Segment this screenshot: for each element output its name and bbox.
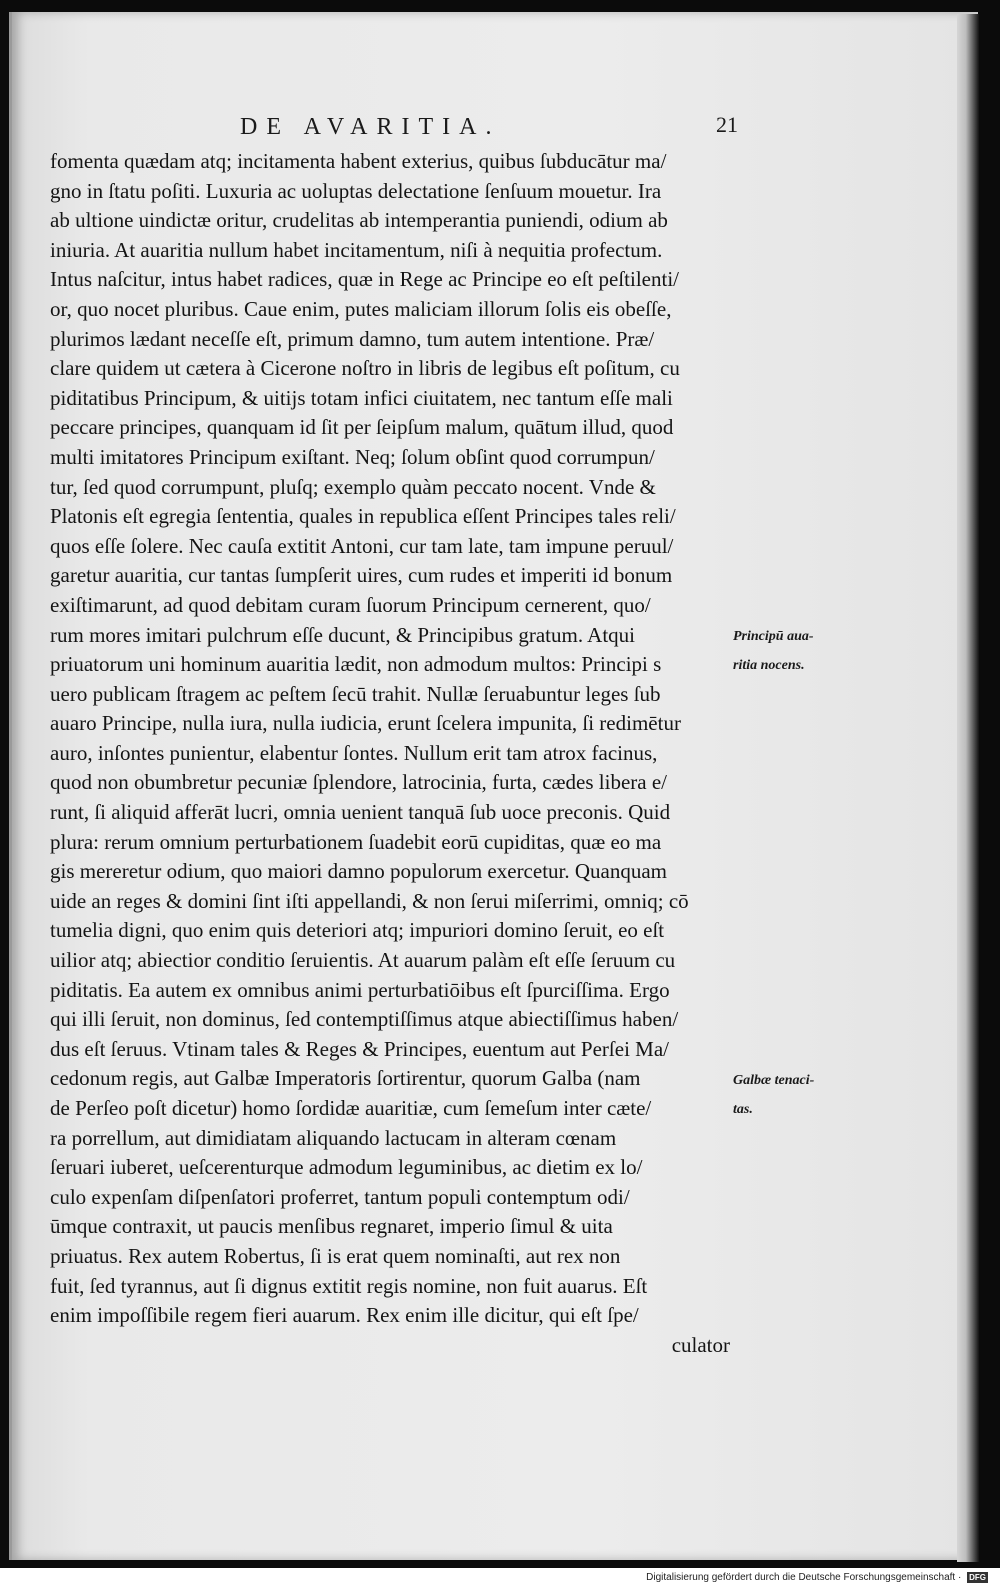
digitization-credit xyxy=(646,1572,988,1583)
text-line: plurimos lædant neceſſe eſt, primum damno, tum autem intentione. Præ/ xyxy=(50,326,655,351)
page-gutter-shadow xyxy=(957,14,979,1562)
text-line: dus eſt ſeruus. Vtinam tales & Reges & Principes, euentum aut Perſei Ma/ xyxy=(50,1036,669,1061)
catchword: culator xyxy=(671,1332,730,1357)
text-line: iniuria. At auaritia nullum habet incitamentum, niſi à nequitia profectum. xyxy=(50,237,663,262)
text-line: exiſtimarunt, ad quod debitam curam ſuorum Principum cernerent, quo/ xyxy=(50,592,651,617)
text-line: uero publicam ſtragem ac peſtem ſecū trahit. Nullæ ſeruabuntur leges ſub xyxy=(50,681,661,706)
marginal-note-line: Principū aua- xyxy=(733,629,814,644)
text-line: ūmque contraxit, ut paucis menſibus regnaret, imperio ſimul & uita xyxy=(50,1214,613,1239)
marginal-note-line: Galbæ tenaci- xyxy=(733,1073,815,1088)
text-line: runt, ſi aliquid afferāt lucri, omnia uenient tanquā ſub uoce preconis. Quid xyxy=(50,800,671,825)
text-line: ab ultione uindictæ oritur, crudelitas ab intemperantia puniendi, odium ab xyxy=(50,208,668,233)
text-line: piditatis. Ea autem ex omnibus animi perturbatiōibus eſt ſpurciſſima. Ergo xyxy=(50,977,670,1002)
marginal-note-line: tas. xyxy=(733,1102,753,1117)
text-line: garetur auaritia, cur tantas ſumpſerit uires, cum rudes et imperiti id bonum xyxy=(50,563,673,588)
text-line: uilior atq; abiectior conditio ſeruientis. At auarum palàm eſt eſſe ſeruum cu xyxy=(50,948,676,973)
text-line: tur, ſed quod corrumpunt, pluſq; exemplo quàm peccato nocent. Vnde & xyxy=(50,474,656,499)
text-line: auro, inſontes punientur, elabentur ſontes. Nullum erit tam atrox facinus, xyxy=(50,740,658,765)
text-line: quod non obumbretur pecuniæ ſplendore, latrocinia, furta, cædes libera e/ xyxy=(50,770,667,795)
text-line: fomenta quædam atq; incitamenta habent exterius, quibus ſubducātur ma/ xyxy=(50,149,667,173)
dfg-logo-icon: DFG xyxy=(969,1573,986,1582)
text-line: gno in ſtatu poſiti. Luxuria ac uoluptas delectatione ſenſuum mouetur. Ira xyxy=(50,178,662,203)
text-line: Intus naſcitur, intus habet radices, quæ in Rege ac Principe eo eſt peſtilenti/ xyxy=(50,267,679,292)
marginal-note xyxy=(733,1066,814,1124)
marginal-note-line: ritia nocens. xyxy=(733,658,805,673)
text-line: ſeruari iuberet, ueſcerenturque admodum leguminibus, ac dietim ex lo/ xyxy=(50,1155,643,1180)
text-line: cedonum regis, aut Galbæ Imperatoris ſortirentur, quorum Galba (nam xyxy=(50,1066,641,1091)
text-line: enim impoſſibile regem fieri auarum. Rex enim ille dicitur, qui eſt ſpe/ xyxy=(50,1303,639,1328)
page-number: 21 xyxy=(716,112,738,137)
text-line: quos eſſe ſolere. Nec cauſa extitit Antoni, cur tam late, tam impune peruul/ xyxy=(50,533,674,558)
text-line: priuatorum uni hominum auaritia lædit, non admodum multos: Principi s xyxy=(50,652,662,677)
text-line: tumelia digni, quo enim quis deteriori atq; impuriori domino ſeruit, eo eſt xyxy=(50,918,665,943)
text-line: or, quo nocet pluribus. Caue enim, putes maliciam illorum ſolis eis obeſſe, xyxy=(50,296,672,321)
text-line: piditatibus Principum, & uitijs totam infici ciuitatem, nec tantum eſſe mali xyxy=(50,385,673,410)
text-line: clare quidem ut cætera à Cicerone noſtro in libris de legibus eſt poſitum, cu xyxy=(50,356,680,381)
text-line: ra porrellum, aut dimidiatam aliquando lactucam in alteram cœnam xyxy=(50,1125,617,1150)
text-line: culo expenſam diſpenſatori proferret, tantum populi contemptum odi/ xyxy=(50,1184,630,1209)
text-line: fuit, ſed tyrannus, aut ſi dignus extitit regis nomine, non fuit auarus. Eſt xyxy=(50,1273,648,1298)
running-title: DE AVARITIA. xyxy=(240,114,501,140)
credit-text: Digitalisierung gefördert durch die Deutsche Forschungsgemeinschaft · xyxy=(646,1572,962,1584)
text-line: peccare principes, quanquam id ſit per ſeipſum malum, quātum illud, quod xyxy=(50,415,674,440)
text-line: gis mereretur odium, quo maiori damno populorum exercetur. Quanquam xyxy=(50,859,668,884)
text-line: multi imitatores Principum exiſtant. Neq; ſolum obſint quod corrumpun/ xyxy=(50,444,655,469)
marginal-note xyxy=(733,622,814,680)
text-line: rum mores imitari pulchrum eſſe ducunt, & Principibus gratum. Atqui xyxy=(50,622,635,647)
text-line: auaro Principe, nulla iura, nulla iudicia, erunt ſcelera impunita, ſi redimētur xyxy=(50,711,681,736)
text-line: Platonis eſt egregia ſententia, quales in republica eſſent Principes tales reli/ xyxy=(50,504,676,529)
body-text xyxy=(50,147,730,1360)
text-line: plura: rerum omnium perturbationem ſuadebit eorū cupiditas, quæ eo ma xyxy=(50,829,662,854)
text-line: uide an reges & domini ſint iſti appellandi, & non ſerui miſerrimi, omniq; cō xyxy=(50,888,689,913)
text-line: priuatus. Rex autem Robertus, ſi is erat quem nominaſti, aut rex non xyxy=(50,1243,621,1268)
text-line: qui illi ſeruit, non dominus, ſed contemptiſſimus atque abiectiſſimus haben/ xyxy=(50,1007,679,1032)
text-line: de Perſeo poſt dicetur) homo ſordidæ auaritiæ, cum ſemeſum inter cæte/ xyxy=(50,1096,652,1120)
